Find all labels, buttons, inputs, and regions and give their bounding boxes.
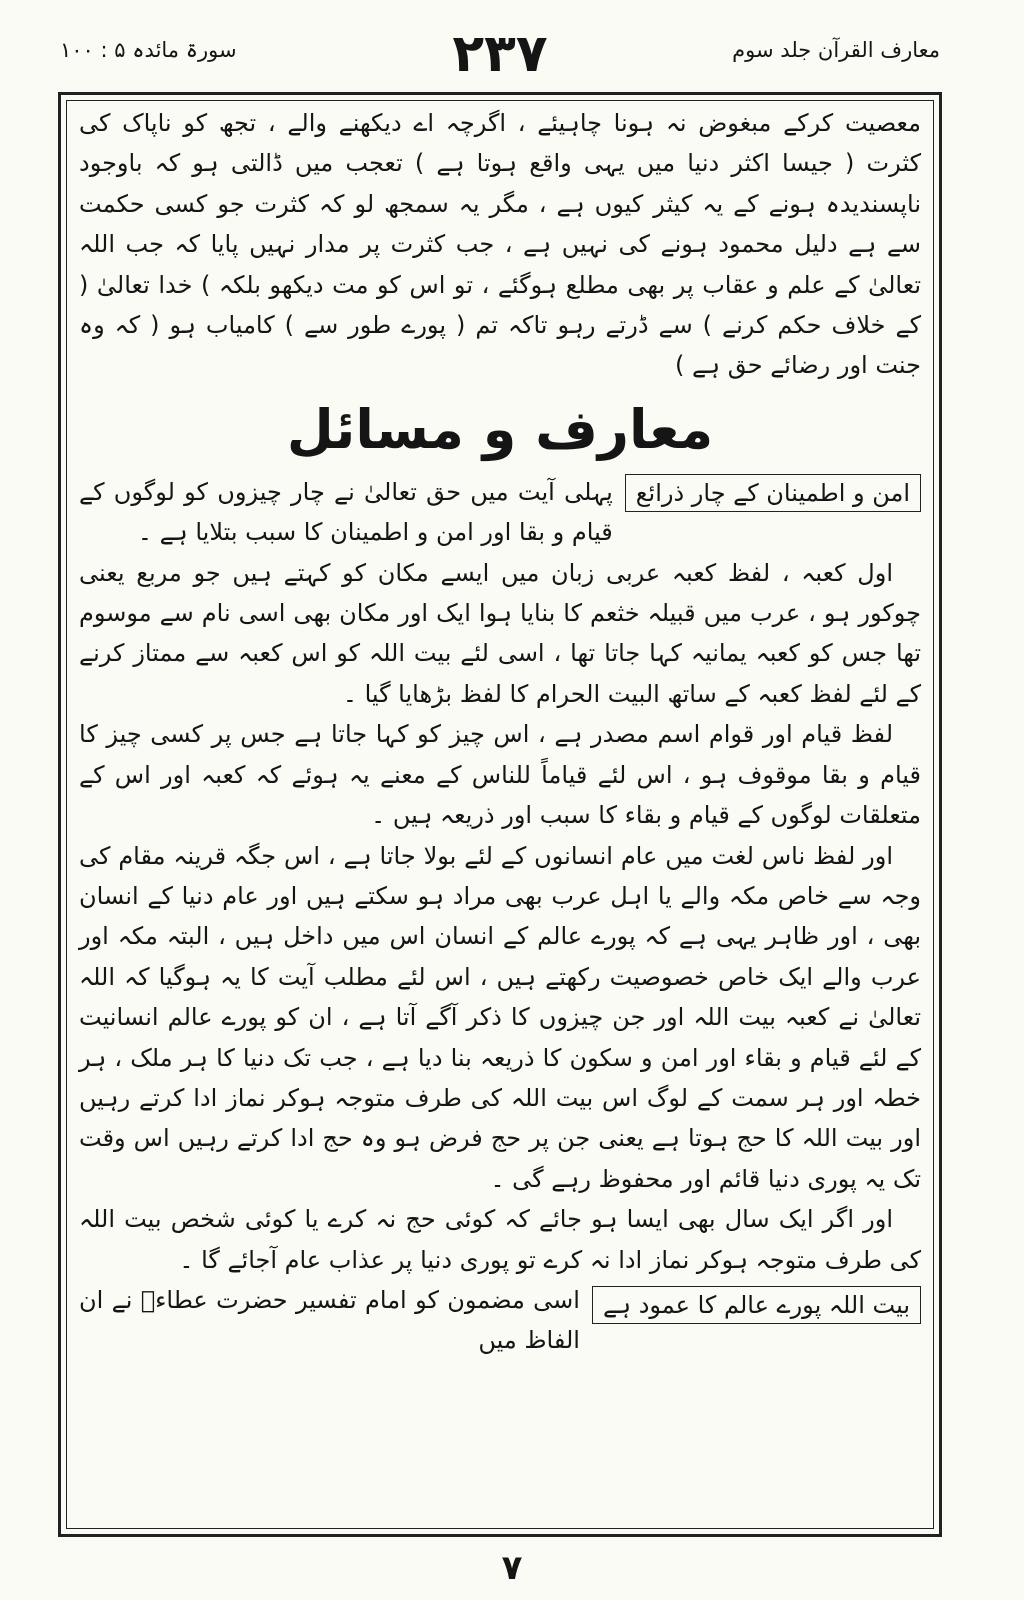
page-content <box>79 103 921 1361</box>
page-number: ۲۳۷ <box>452 24 548 84</box>
paragraph: لفظ قیام اور قوام اسم مصدر ہے ، اس چیز کو کہا جاتا ہے جس پر کسی چیز کا قیام و بقا موقوف ہو ، اس لئے قیاماً للناس کے معنے یہ ہوئے کہ کعبہ اور اس کے متعلقات لوگوں کے قیام و بقاء کا سبب اور ذریعہ ہیں ۔ <box>79 720 921 830</box>
paragraph: اول کعبہ ، لفظ کعبہ عربی زبان میں ایسے مکان کو کہتے ہیں جو مربع یعنی چوکور ہو ، عرب میں قبیلہ خثعم کا بنایا ہوا ایک اور مکان بھی اسی نام سے موسوم تھا جس کو کعبہ یمانیہ کہا جاتا تھا ، اسی لئے بیت اللہ کو اس کعبہ سے ممتاز کرنے کے لئے لفظ کعبہ کے ساتھ البیت الحرام کا لفظ بڑھایا گیا ۔ <box>79 558 921 708</box>
book-title: معارف القرآن جلد سوم <box>732 38 940 62</box>
footer-mark: ۷ <box>501 1548 523 1588</box>
paragraph: اور لفظ ناس لغت میں عام انسانوں کے لئے بولا جاتا ہے ، اس جگہ قرینہ مقام کی وجہ سے خاص مکہ والے یا اہل عرب بھی مراد ہو سکتے ہیں اور عام دنیا کے انسان بھی ، اور ظاہر یہی ہے کہ پورے عالم کے انسان اس میں داخل ہیں ، البتہ مکہ اور عرب والے ایک خاص خصوصیت رکھتے ہیں ، اس لئے مطلب آیت کا یہ ہوگیا کہ اللہ تعالیٰ نے کعبہ بیت اللہ اور جن چیزوں کا ذکر آگے آتا ہے ، ان کو پورے عالم انسانیت کے لئے قیام و بقاء اور امن و سکون کا ذریعہ بنا دیا ہے ، جب تک دنیا کا ہر ملک ، ہر خطہ اور ہر سمت کے لوگ اس بیت اللہ کی طرف متوجہ ہوکر نماز ادا کرتے رہیں اور بیت اللہ کا حج ہوتا ہے یعنی جن پر حج فرض ہو وہ حج ادا کرتے رہیں اس وقت تک یہ پوری دنیا قائم اور محفوظ رہے گی ۔ <box>79 841 921 1193</box>
paragraph: اسی مضمون کو امام تفسیر حضرت عطاءؒ نے ان الفاظ میں <box>79 1285 580 1355</box>
paragraph: اور اگر ایک سال بھی ایسا ہو جائے کہ کوئی حج نہ کرے یا کوئی شخص بیت اللہ کی طرف متوجہ ہوکر نماز ادا نہ کرے تو پوری دنیا پر عذاب عام آجائے گا ۔ <box>79 1205 921 1274</box>
side-heading: بیت اللہ پورے عالم کا عمود ہے <box>592 1286 921 1324</box>
paragraph: پہلی آیت میں حق تعالیٰ نے چار چیزوں کو لوگوں کے قیام و بقا اور امن و اطمینان کا سبب بتلایا ہے ۔ <box>79 477 613 547</box>
opening-paragraph: معصیت کرکے مبغوض نہ ہونا چاہیئے ، اگرچہ اے دیکھنے والے ، تجھ کو ناپاک کی کثرت ( جیسا اکثر دنیا میں یہی واقع ہوتا ہے ) تعجب میں ڈالتی ہو کہ باوجود ناپسندیدہ ہونے کے یہ کیثر کیوں ہے ، مگر یہ سمجھ لو کہ کثرت جو کسی حکمت سے ہے دلیل محمود ہونے کی نہیں ہے ، جب کثرت پر مدار نہیں پایا کہ جب اللہ تعالیٰ کے علم و عقاب پر بھی مطلع ہوگئے ، تو اس کو مت دیکھو بلکہ ) خدا تعالیٰ ( کے خلاف حکم کرنے ) سے ڈرتے رہو تاکہ تم ( پورے طور سے ) کامیاب ہو ( کہ وہ جنت اور رضائے حق ہے ) <box>79 109 921 380</box>
side-heading: امن و اطمینان کے چار ذرائع <box>625 474 921 512</box>
section-title: معارف و مسائل <box>286 397 714 461</box>
surah-reference: سورۃ مائدہ ۵ : ۱۰۰ <box>60 38 237 62</box>
page-frame <box>58 92 942 1537</box>
page-header <box>60 24 940 84</box>
